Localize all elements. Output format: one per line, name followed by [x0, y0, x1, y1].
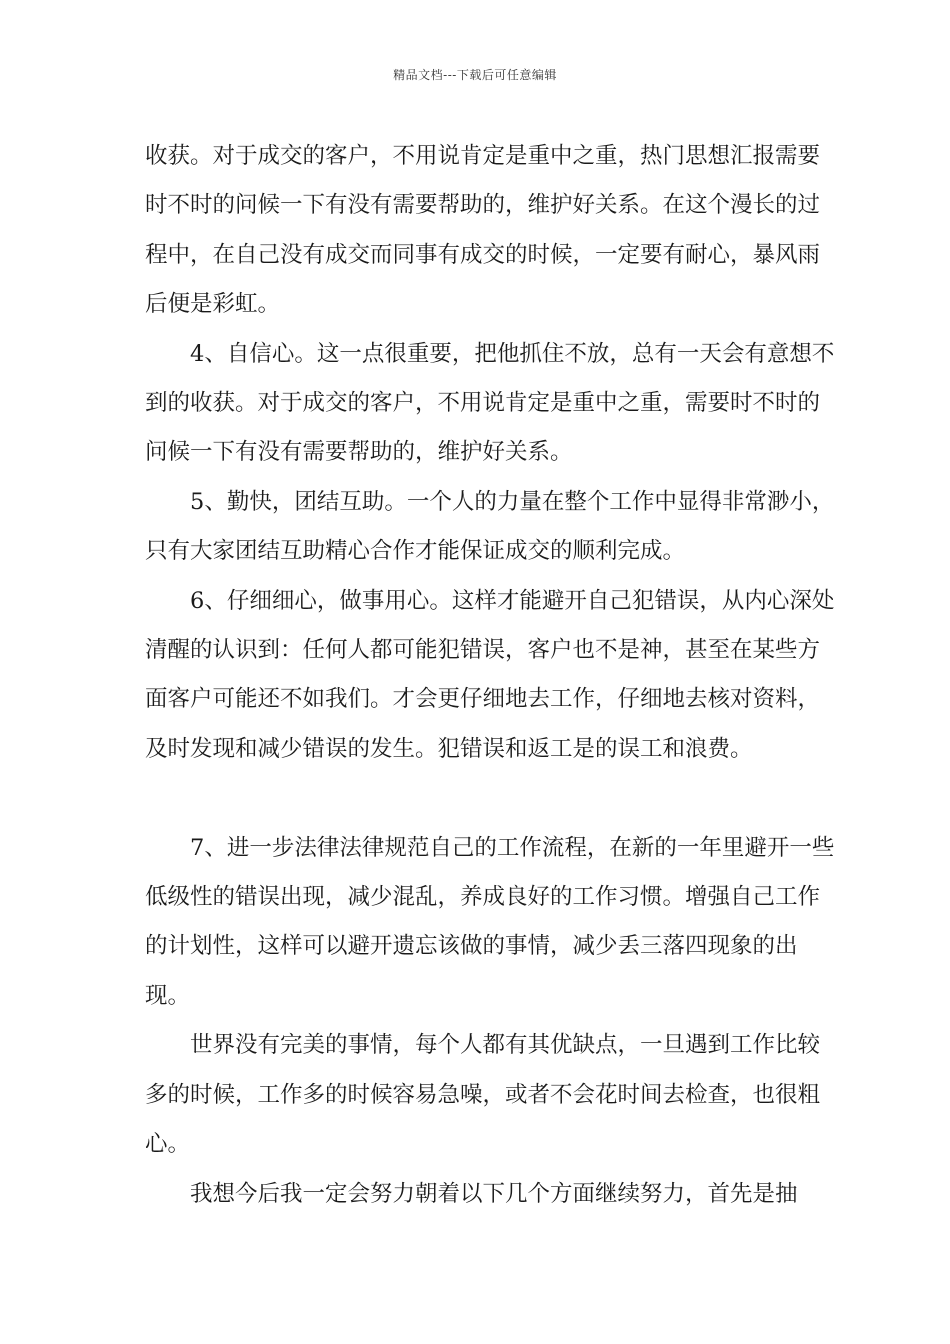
paragraph-reflection: 世界没有完美的事情，每个人都有其优缺点，一旦遇到工作比较多的时候，工作多的时候容易急噪，或者不会花时间去检查，也很粗心。 — [145, 1032, 821, 1158]
paragraph-item-5: 5、勤快，团结互助。一个人的力量在整个工作中显得非常渺小，只有大家团结互助精心合作才能保证成交的顺利完成。 — [145, 488, 835, 565]
paragraph-continuation: 收获。对于成交的客户，不用说肯定是重中之重，热门思想汇报需要时不时的问候一下有没有需要帮助的，维护好关系。在这个漫长的过程中，在自己没有成交而同事有成交的时候，一定要有耐心，暴风雨后便是彩虹。 — [145, 143, 821, 318]
paragraph-item-4: 4、自信心。这一点很重要，把他抓住不放，总有一天会有意想不到的收获。对于成交的客户，不用说肯定是重中之重，需要时不时的问候一下有没有需要帮助的，维护好关系。 — [145, 340, 835, 466]
page-header: 精品文档---下载后可任意编辑 — [393, 68, 557, 82]
paragraph-item-6: 6、仔细细心，做事用心。这样才能避开自己犯错误，从内心深处清醒的认识到：任何人都可能犯错误，客户也不是神，甚至在某些方面客户可能还不如我们。才会更仔细地去工作，仔细地去核对资料，及时发现和减少错误的发生。犯错误和返工是的误工和浪费。 — [145, 587, 835, 762]
paragraph-plan: 我想今后我一定会努力朝着以下几个方面继续努力，首先是抽 — [190, 1180, 798, 1207]
paragraph-spacer — [145, 774, 835, 823]
paragraph-item-7: 7、进一步法律法律规范自己的工作流程，在新的一年里避开一些低级性的错误出现，减少混乱，养成良好的工作习惯。增强自己工作的计划性，这样可以避开遗忘该做的事情，减少丢三落四现象的出现。 — [145, 834, 835, 1009]
document-body — [145, 132, 835, 1219]
